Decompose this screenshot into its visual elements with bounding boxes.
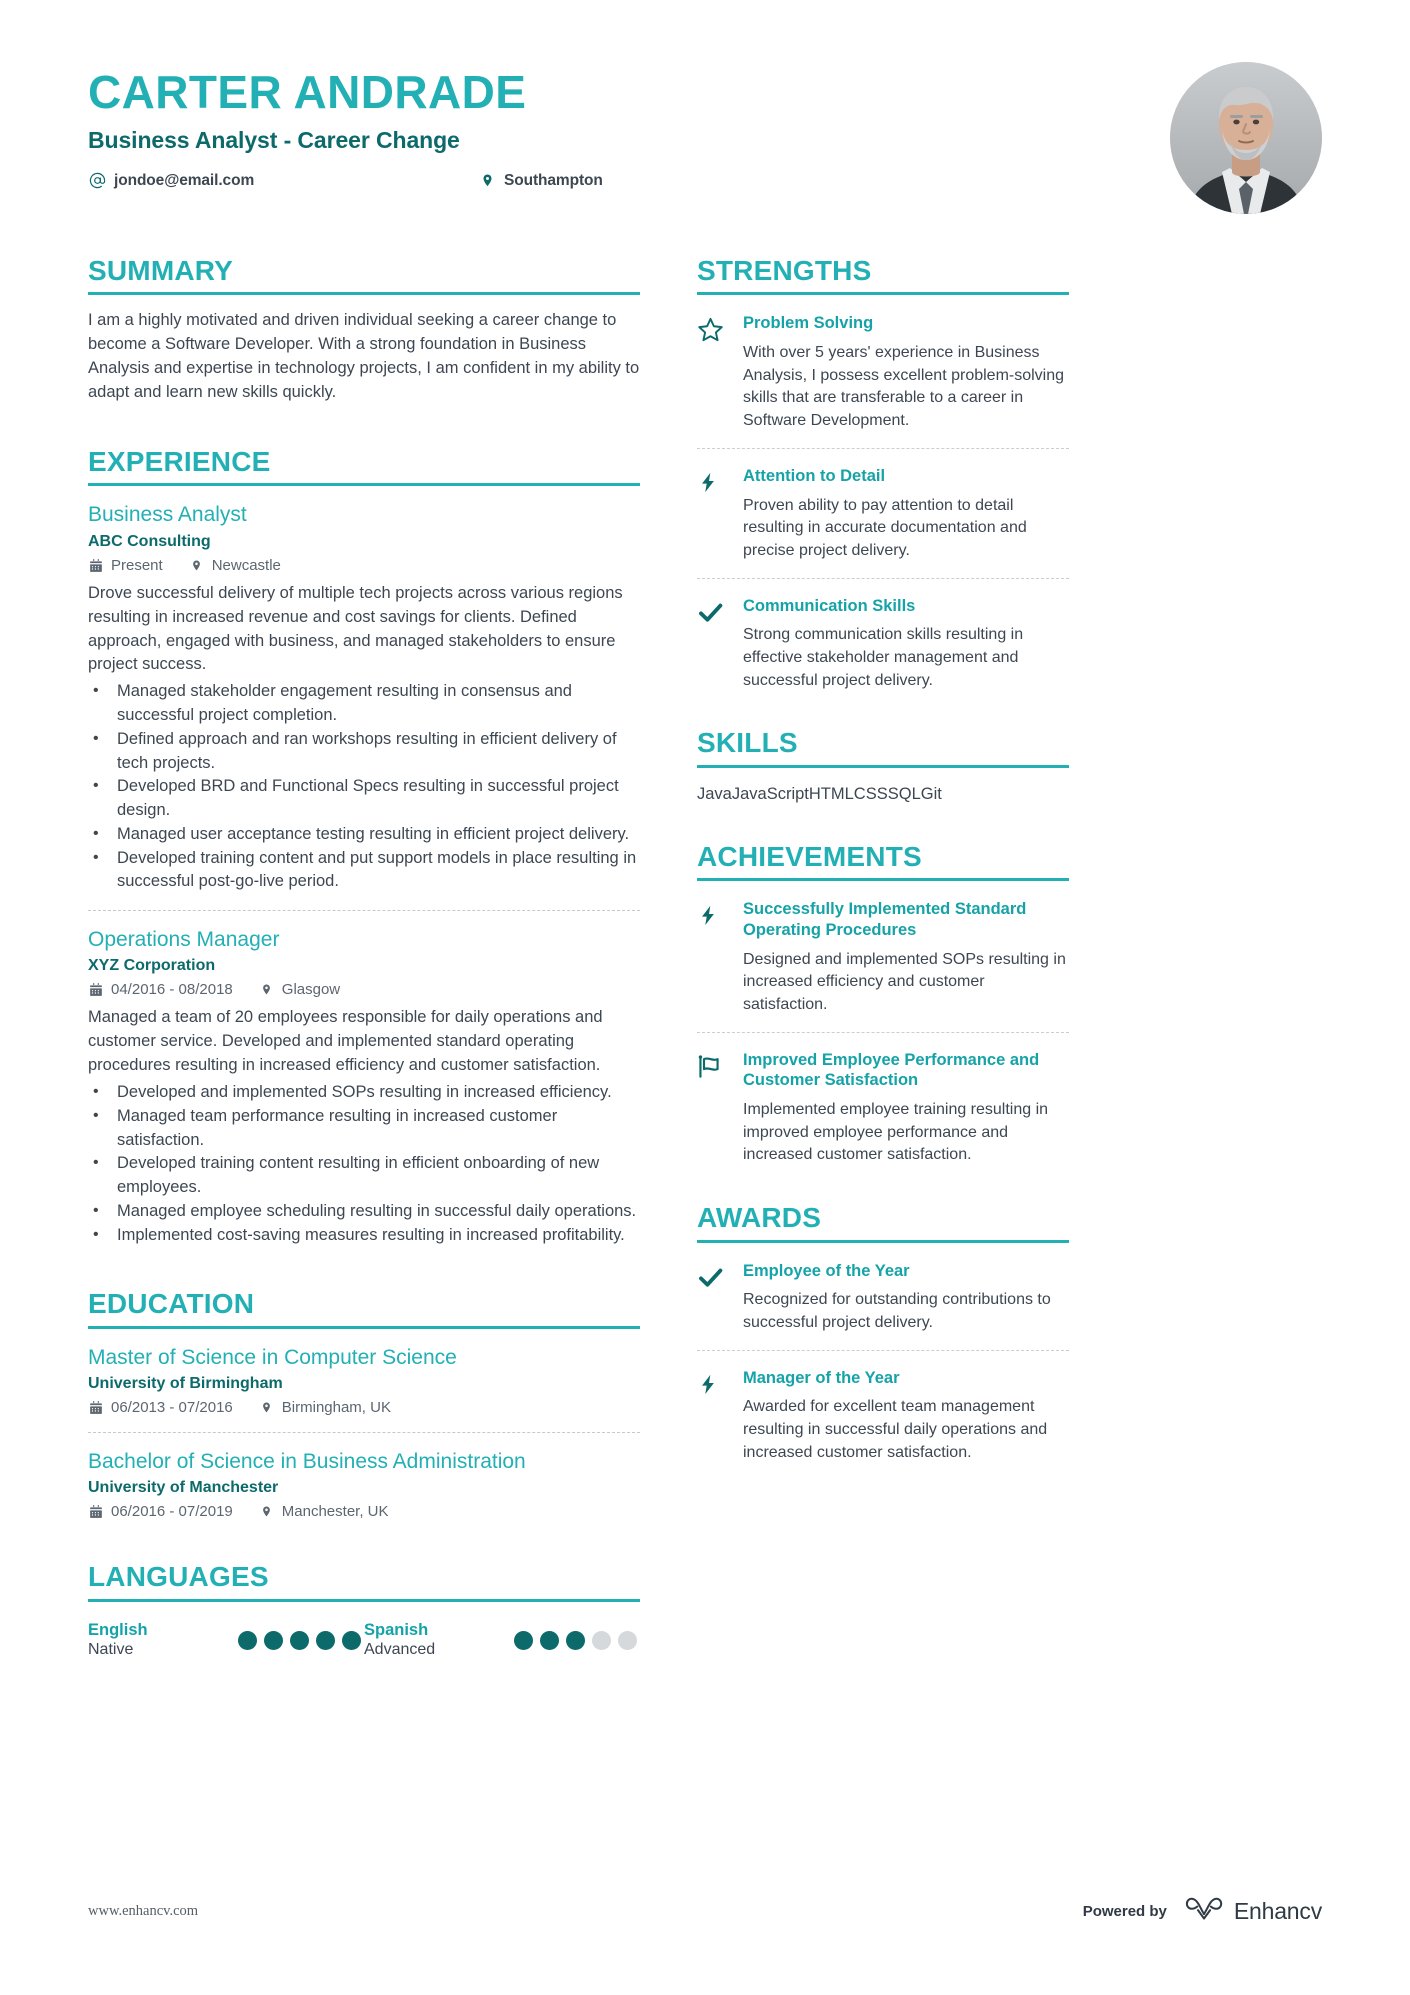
education-meta xyxy=(88,1503,640,1520)
rating-dot xyxy=(618,1631,637,1650)
section-heading-education: EDUCATION xyxy=(88,1288,255,1320)
section-divider xyxy=(697,765,1069,768)
strength-item xyxy=(697,309,1069,433)
achievement-title: Successfully Implemented Standard Operating Procedures xyxy=(743,900,1027,939)
section-heading-summary: SUMMARY xyxy=(88,255,234,286)
strength-title: Attention to Detail xyxy=(743,466,886,485)
calendar-icon xyxy=(88,982,103,997)
footer-branding xyxy=(1083,1896,1322,1927)
award-body xyxy=(743,1261,1069,1335)
contact-location xyxy=(478,172,603,190)
page-title: CARTER ANDRADE xyxy=(88,66,527,118)
section-divider xyxy=(697,292,1069,295)
section-divider xyxy=(88,292,640,295)
resume-body xyxy=(0,256,1410,1661)
item-separator xyxy=(697,1350,1069,1351)
education-entry xyxy=(88,1343,640,1416)
education-date xyxy=(88,1503,233,1520)
education-location xyxy=(259,1399,391,1416)
experience-location xyxy=(259,981,340,998)
list-item: • Managed team performance resulting in increased customer satisfaction. xyxy=(88,1105,640,1153)
job-title: Business Analyst - Career Change xyxy=(88,126,460,153)
brand-name: Enhancv xyxy=(1233,1898,1322,1924)
achievement-item xyxy=(697,1046,1069,1167)
section-heading-strengths: STRENGTHS xyxy=(697,255,872,286)
section-heading-experience: EXPERIENCE xyxy=(88,446,271,478)
achievement-item xyxy=(697,895,1069,1016)
experience-bullets xyxy=(88,1081,640,1247)
list-item: • Defined approach and ran workshops resulting in efficient delivery of tech projects. xyxy=(88,728,640,776)
section-heading-achievements: ACHIEVEMENTS xyxy=(697,840,922,872)
award-title: Employee of the Year xyxy=(743,1261,910,1280)
right-column xyxy=(697,256,1069,1661)
experience-bullets xyxy=(88,680,640,894)
resume-header xyxy=(0,0,1410,214)
rating-dot xyxy=(566,1631,585,1650)
experience-entry xyxy=(88,925,640,1247)
rating-dot xyxy=(514,1631,533,1650)
language-level: Advanced xyxy=(364,1641,436,1659)
experience-meta xyxy=(88,981,640,998)
education-location-text: Manchester, UK xyxy=(281,1503,389,1521)
strength-body xyxy=(743,596,1069,693)
strength-description: With over 5 years' experience in Business Analysis, I possess excellent problem-solving skills that are transferable to a career in Software Development. xyxy=(743,344,1065,430)
rating-dot xyxy=(264,1631,283,1650)
award-body xyxy=(743,1368,1069,1465)
map-pin-icon xyxy=(259,1400,274,1415)
strength-description: Strong communication skills resulting in effective stakeholder management and successful project delivery. xyxy=(743,626,1024,689)
education-date xyxy=(88,1399,233,1416)
language-labels xyxy=(88,1620,238,1661)
left-column xyxy=(88,256,640,1661)
calendar-icon xyxy=(88,1504,103,1519)
education-entry xyxy=(88,1447,640,1520)
list-item: • Developed training content resulting in efficient onboarding of new employees. xyxy=(88,1152,640,1200)
award-description: Recognized for outstanding contributions to successful project delivery. xyxy=(743,1291,1051,1331)
enhancv-logo-icon xyxy=(1185,1896,1225,1927)
experience-entry xyxy=(88,500,640,894)
section-heading-languages: LANGUAGES xyxy=(88,1561,269,1593)
list-item: • Developed and implemented SOPs resulting in increased efficiency. xyxy=(88,1081,640,1105)
education-meta xyxy=(88,1399,640,1416)
experience-description: Managed a team of 20 employees responsible for daily operations and customer service. Developed and implemented standard operating procedures resulting in increased efficiency and customer satisfaction. xyxy=(88,1008,603,1075)
calendar-icon xyxy=(88,1400,103,1415)
list-item: • Implemented cost-saving measures resulting in increased profitability. xyxy=(88,1224,640,1248)
at-icon xyxy=(88,172,106,189)
section-summary xyxy=(88,256,640,405)
contact-email[interactable] xyxy=(88,172,478,190)
item-separator xyxy=(697,578,1069,579)
rating-dot xyxy=(540,1631,559,1650)
map-pin-icon xyxy=(189,558,204,573)
section-heading-awards: AWARDS xyxy=(697,1202,822,1234)
experience-date-text: Present xyxy=(111,556,163,574)
lightning-bolt-icon xyxy=(697,899,743,1016)
list-item: • Developed BRD and Functional Specs resulting in successful project design. xyxy=(88,775,640,823)
education-date-text: 06/2013 - 07/2016 xyxy=(111,1399,233,1417)
education-organization: University of Manchester xyxy=(88,1479,279,1497)
brand-logo xyxy=(1185,1896,1322,1927)
strength-item xyxy=(697,462,1069,563)
flag-icon xyxy=(697,1050,743,1167)
item-separator xyxy=(697,448,1069,449)
rating-dot xyxy=(592,1631,611,1650)
language-item xyxy=(364,1620,640,1661)
item-separator xyxy=(697,1032,1069,1033)
list-item: • Managed stakeholder engagement resulting in consensus and successful project completion. xyxy=(88,680,640,728)
page-footer xyxy=(88,1896,1322,1927)
summary-text: I am a highly motivated and driven individual seeking a career change to become a Software Developer. With a strong foundation in Business Analysis and expertise in technology projects, I am confident in my ability to adapt and learn new skills quickly. xyxy=(88,311,640,402)
section-divider xyxy=(88,1326,640,1329)
check-icon xyxy=(697,596,743,693)
calendar-icon xyxy=(88,558,103,573)
avatar xyxy=(1170,62,1322,214)
experience-date-text: 04/2016 - 08/2018 xyxy=(111,981,233,999)
section-divider xyxy=(88,483,640,486)
skills-text: JavaJavaScriptHTMLCSSSQLGit xyxy=(697,784,942,803)
rating-dot xyxy=(290,1631,309,1650)
language-name: English xyxy=(88,1620,148,1639)
map-pin-icon xyxy=(478,172,496,189)
rating-dot xyxy=(342,1631,361,1650)
strength-body xyxy=(743,313,1069,433)
section-divider xyxy=(697,878,1069,881)
star-icon xyxy=(697,313,743,433)
strength-description: Proven ability to pay attention to detail resulting in accurate documentation and precise project delivery. xyxy=(743,496,1027,559)
section-divider xyxy=(697,1240,1069,1243)
section-divider xyxy=(88,1599,640,1602)
achievement-body xyxy=(743,1050,1069,1167)
section-achievements xyxy=(697,842,1069,1167)
lightning-bolt-icon xyxy=(697,466,743,563)
education-date-text: 06/2016 - 07/2019 xyxy=(111,1503,233,1521)
rating-dot xyxy=(316,1631,335,1650)
education-title: Master of Science in Computer Science xyxy=(88,1345,457,1369)
footer-url[interactable]: www.enhancv.com xyxy=(88,1903,199,1919)
experience-date xyxy=(88,981,233,998)
entry-separator xyxy=(88,1432,640,1433)
experience-title: Business Analyst xyxy=(88,503,247,527)
contact-email-text: jondoe@email.com xyxy=(114,171,255,189)
strength-title: Problem Solving xyxy=(743,314,874,333)
achievement-description: Designed and implemented SOPs resulting in increased efficiency and customer satisfaction. xyxy=(743,950,1066,1014)
contact-location-text: Southampton xyxy=(504,171,603,189)
lightning-bolt-icon xyxy=(697,1368,743,1465)
achievement-title: Improved Employee Performance and Customer Satisfaction xyxy=(743,1050,1040,1090)
language-rating xyxy=(514,1631,637,1650)
entry-separator xyxy=(88,910,640,911)
map-pin-icon xyxy=(259,982,274,997)
section-strengths xyxy=(697,256,1069,692)
strength-item xyxy=(697,592,1069,693)
experience-title: Operations Manager xyxy=(88,928,280,952)
contact-row xyxy=(88,172,603,190)
award-description: Awarded for excellent team management resulting in successful daily operations and increased customer satisfaction. xyxy=(743,1398,1048,1461)
strength-title: Communication Skills xyxy=(743,596,916,615)
section-heading-skills: SKILLS xyxy=(697,727,798,759)
education-location xyxy=(259,1503,389,1520)
language-name: Spanish xyxy=(364,1620,429,1639)
section-languages xyxy=(88,1562,640,1661)
education-organization: University of Birmingham xyxy=(88,1375,283,1393)
award-item xyxy=(697,1364,1069,1465)
experience-location xyxy=(189,557,281,574)
experience-date xyxy=(88,557,163,574)
experience-organization: XYZ Corporation xyxy=(88,957,216,975)
language-labels xyxy=(364,1620,514,1661)
experience-location-text: Glasgow xyxy=(281,981,341,999)
section-awards xyxy=(697,1203,1069,1464)
section-experience xyxy=(88,447,640,1247)
achievement-description: Implemented employee training resulting in improved employee performance and increased customer satisfaction. xyxy=(743,1100,1049,1164)
map-pin-icon xyxy=(259,1504,274,1519)
experience-description: Drove successful delivery of multiple tech projects across various regions resulting in increased revenue and cost savings for clients. Defined approach, engaged with business, and managed stakeholders to ensure project success. xyxy=(88,583,623,674)
education-location-text: Birmingham, UK xyxy=(281,1399,391,1417)
education-title: Bachelor of Science in Business Administration xyxy=(88,1450,526,1474)
strength-body xyxy=(743,466,1069,563)
header-identity xyxy=(88,62,603,190)
award-title: Manager of the Year xyxy=(743,1368,900,1387)
powered-by-label: Powered by xyxy=(1082,1903,1167,1920)
award-item xyxy=(697,1257,1069,1335)
section-education xyxy=(88,1289,640,1520)
language-level: Native xyxy=(88,1641,134,1659)
rating-dot xyxy=(238,1631,257,1650)
check-icon xyxy=(697,1261,743,1335)
list-item: • Developed training content and put support models in place resulting in successful post-go-live period. xyxy=(88,847,640,895)
list-item: • Managed user acceptance testing resulting in efficient project delivery. xyxy=(88,823,640,847)
language-rating xyxy=(238,1631,361,1650)
section-skills xyxy=(697,728,1069,805)
experience-location-text: Newcastle xyxy=(211,556,281,574)
experience-organization: ABC Consulting xyxy=(88,532,211,550)
achievement-body xyxy=(743,899,1069,1016)
languages-list xyxy=(88,1616,640,1661)
language-item xyxy=(88,1620,364,1661)
experience-meta xyxy=(88,557,640,574)
list-item: • Managed employee scheduling resulting in successful daily operations. xyxy=(88,1200,640,1224)
